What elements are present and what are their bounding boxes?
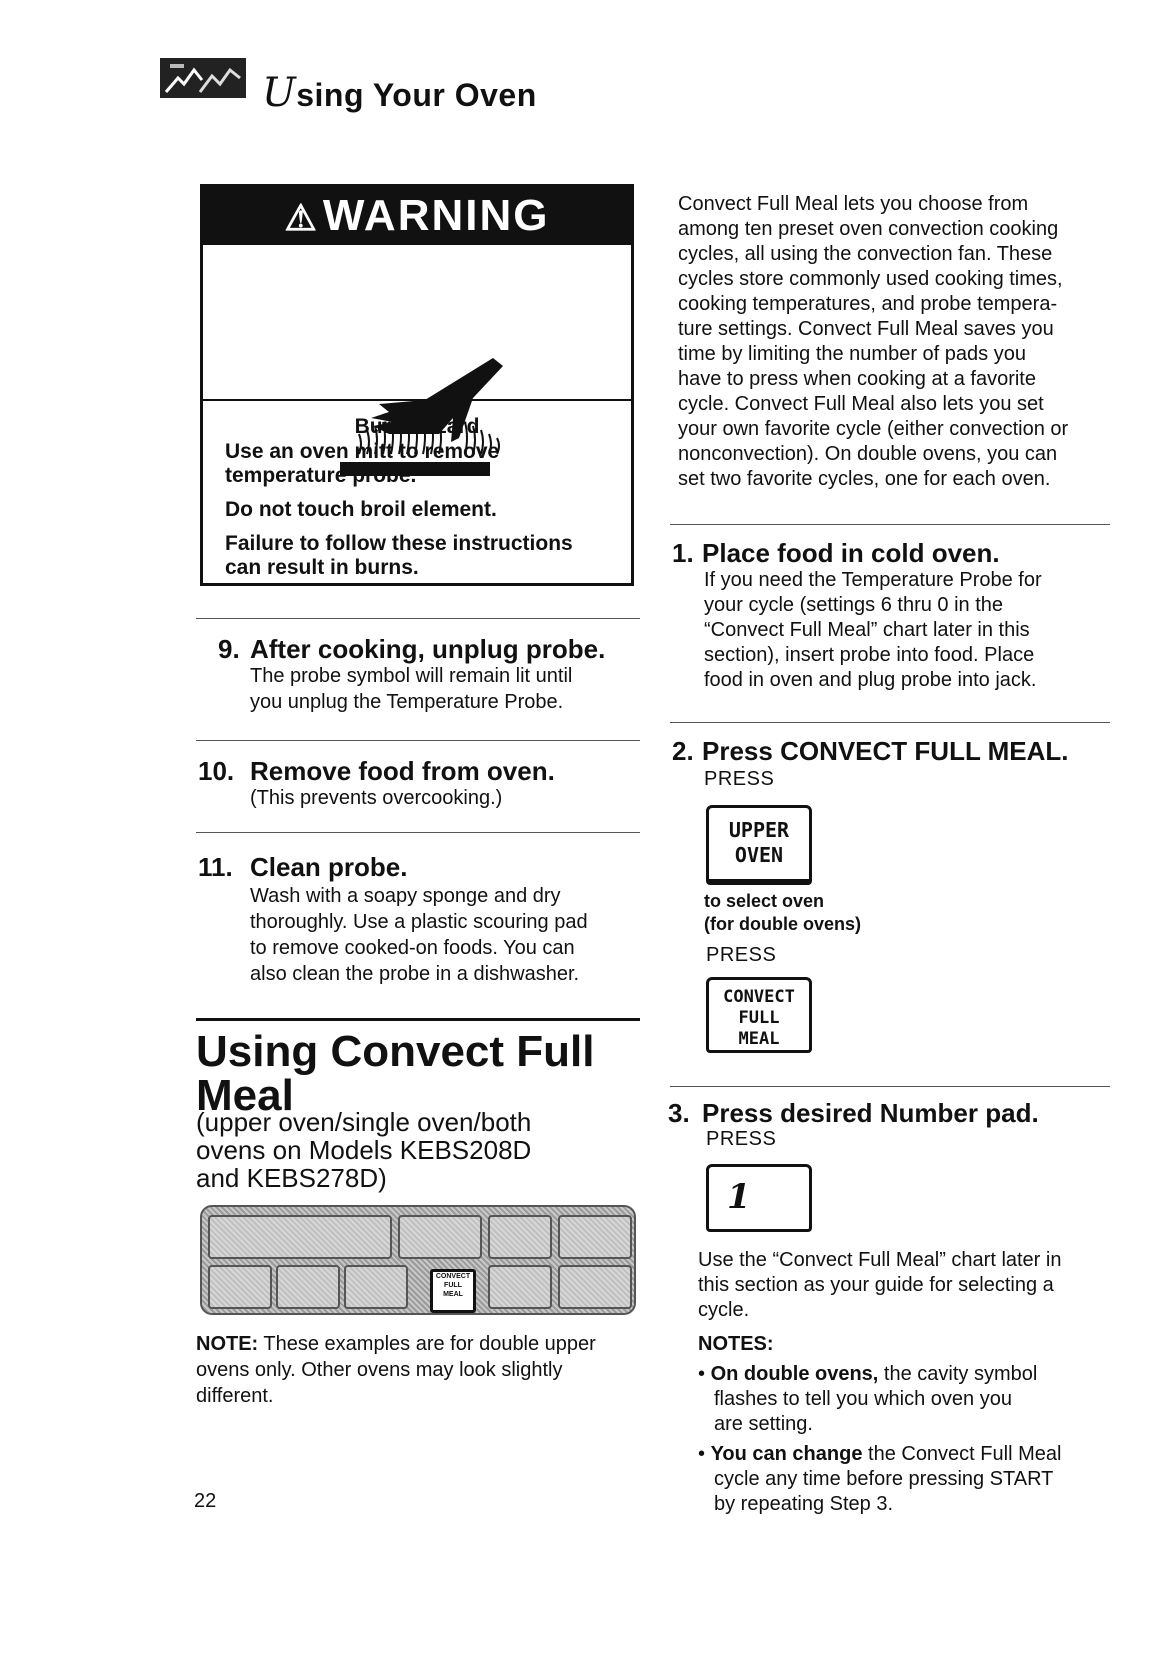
step-body: you unplug the Temperature Probe. bbox=[250, 691, 564, 713]
intro-line: your own favorite cycle (either convection or bbox=[678, 418, 1069, 440]
step-title: Remove food from oven. bbox=[250, 756, 555, 786]
warning-line: Failure to follow these instructions bbox=[225, 532, 573, 555]
step-title: Press desired Number pad. bbox=[702, 1098, 1039, 1128]
key-line: MEAL bbox=[738, 1029, 780, 1049]
control-panel-illustration bbox=[200, 1205, 636, 1315]
section-subheading bbox=[196, 1108, 636, 1192]
subheading-line: ovens on Models KEBS208D bbox=[196, 1135, 532, 1165]
section-heading-line: Meal bbox=[196, 1071, 294, 1120]
panel-pad bbox=[558, 1265, 632, 1309]
warning-line: Use an oven mitt to remove bbox=[225, 440, 500, 463]
note-item: • On double ovens, the cavity symbol bbox=[698, 1363, 1038, 1385]
step-body: (This prevents overcooking.) bbox=[250, 787, 503, 809]
step-number: 10. bbox=[198, 756, 235, 786]
step-body: food in oven and plug probe into jack. bbox=[704, 669, 1037, 691]
note-item-cont: are setting. bbox=[714, 1413, 813, 1435]
divider-rule bbox=[196, 832, 640, 833]
divider-rule bbox=[670, 524, 1110, 525]
panel-key-line: MEAL bbox=[443, 1291, 463, 1298]
press-label: PRESS bbox=[706, 1128, 777, 1150]
step-body: The probe symbol will remain lit until bbox=[250, 665, 573, 687]
note-item-bold: You can change bbox=[710, 1443, 863, 1465]
note-line: different. bbox=[196, 1385, 274, 1407]
intro-line: cycles, all using the convection fan. These bbox=[678, 243, 1053, 265]
step-number: 2. bbox=[672, 736, 694, 766]
section-heading bbox=[196, 1027, 656, 1120]
panel-display bbox=[208, 1215, 392, 1259]
note-item-cont: by repeating Step 3. bbox=[714, 1493, 894, 1515]
subheading-line: (upper oven/single oven/both bbox=[196, 1107, 532, 1137]
press-label: PRESS bbox=[706, 944, 777, 966]
panel-key-line: FULL bbox=[444, 1282, 462, 1289]
intro-line: cooking temperatures, and probe tempera- bbox=[678, 293, 1058, 315]
divider-rule bbox=[196, 740, 640, 741]
step-body: section), insert probe into food. Place bbox=[704, 644, 1035, 666]
intro-line: cycles store commonly used cooking times, bbox=[678, 268, 1063, 290]
key-line: CONVECT bbox=[723, 987, 795, 1007]
note-item-text: the Convect Full Meal bbox=[862, 1443, 1062, 1465]
panel-display bbox=[488, 1215, 552, 1259]
step-number: 1. bbox=[672, 538, 694, 568]
oven-range-icon bbox=[160, 58, 246, 98]
page-header-title bbox=[262, 70, 537, 116]
step-body: your cycle (settings 6 thru 0 in the bbox=[704, 594, 1004, 616]
hazard-title: Burn Hazard bbox=[354, 415, 480, 438]
notes-label: NOTES: bbox=[698, 1333, 774, 1355]
page-number: 22 bbox=[194, 1490, 217, 1512]
key-caption: (for double ovens) bbox=[704, 914, 861, 934]
panel-pad bbox=[344, 1265, 408, 1309]
section-heading-line: Using Convect Full bbox=[196, 1027, 595, 1076]
note-item: • You can change the Convect Full Meal bbox=[698, 1443, 1062, 1465]
step-number: 3. bbox=[668, 1098, 690, 1128]
note-line bbox=[196, 1332, 596, 1357]
step-body: also clean the probe in a dishwasher. bbox=[250, 963, 580, 985]
warning-line: Do not touch broil element. bbox=[225, 498, 497, 521]
intro-line: nonconvection). On double ovens, you can bbox=[678, 443, 1058, 465]
step-body: to remove cooked-on foods. You can bbox=[250, 937, 575, 959]
step-title: After cooking, unplug probe. bbox=[250, 634, 606, 664]
warning-box bbox=[200, 184, 634, 586]
intro-line: among ten preset oven convection cooking bbox=[678, 218, 1059, 240]
warning-banner bbox=[203, 187, 631, 245]
note-item-bold: On double ovens, bbox=[710, 1363, 879, 1385]
panel-pad bbox=[276, 1265, 340, 1309]
intro-line: Convect Full Meal lets you choose from bbox=[678, 193, 1029, 215]
panel-display bbox=[558, 1215, 632, 1259]
intro-line: have to press when cooking at a favorite bbox=[678, 368, 1036, 390]
step-body: this section as your guide for selecting a bbox=[698, 1274, 1054, 1296]
note-item-cont: cycle any time before pressing START bbox=[714, 1468, 1054, 1490]
note-item-cont: flashes to tell you which oven you bbox=[714, 1388, 1012, 1410]
step-body: “Convect Full Meal” chart later in this bbox=[704, 619, 1030, 641]
intro-line: ture settings. Convect Full Meal saves you bbox=[678, 318, 1054, 340]
title-initial: U bbox=[262, 70, 297, 116]
panel-pad bbox=[488, 1265, 552, 1309]
warning-label: WARNING bbox=[322, 191, 550, 240]
step-body: cycle. bbox=[698, 1299, 750, 1321]
subheading-line: and KEBS278D) bbox=[196, 1163, 387, 1193]
key-line: OVEN bbox=[734, 843, 784, 867]
divider-rule bbox=[670, 722, 1110, 723]
warning-line: can result in burns. bbox=[225, 556, 419, 579]
step-number: 11. bbox=[198, 852, 233, 882]
warning-divider bbox=[203, 399, 631, 401]
upper-oven-key[interactable] bbox=[706, 805, 812, 885]
number-1-key[interactable]: 1 bbox=[706, 1164, 812, 1232]
step-body: Wash with a soapy sponge and dry bbox=[250, 885, 561, 907]
warning-triangle-icon: ⚠ bbox=[284, 197, 319, 238]
title-rest: sing Your Oven bbox=[296, 77, 537, 113]
key-line: UPPER bbox=[728, 818, 790, 842]
note-label: NOTE: bbox=[196, 1333, 259, 1355]
note-text: These examples are for double upper bbox=[258, 1333, 596, 1355]
panel-display bbox=[398, 1215, 482, 1259]
panel-key-line: CONVECT bbox=[435, 1273, 471, 1280]
divider-rule bbox=[670, 1086, 1110, 1087]
note-item-text: the cavity symbol bbox=[878, 1363, 1038, 1385]
key-caption: to select oven bbox=[704, 891, 825, 911]
step-body: If you need the Temperature Probe for bbox=[704, 569, 1042, 591]
press-label: PRESS bbox=[704, 768, 775, 790]
convect-full-meal-key[interactable] bbox=[706, 977, 812, 1053]
step-number: 9. bbox=[218, 634, 240, 664]
panel-convect-full-meal-key bbox=[430, 1269, 476, 1313]
step-body: thoroughly. Use a plastic scouring pad bbox=[250, 911, 588, 933]
step-body: Use the “Convect Full Meal” chart later in bbox=[698, 1249, 1062, 1271]
divider-rule bbox=[196, 618, 640, 619]
intro-line: set two favorite cycles, one for each oven. bbox=[678, 468, 1051, 490]
note-line: ovens only. Other ovens may look slightly bbox=[196, 1359, 563, 1381]
intro-line: time by limiting the number of pads you bbox=[678, 343, 1026, 365]
panel-pad bbox=[208, 1265, 272, 1309]
warning-line: temperature probe. bbox=[225, 464, 417, 487]
section-rule bbox=[196, 1018, 640, 1021]
intro-line: cycle. Convect Full Meal also lets you set bbox=[678, 393, 1044, 415]
step-title: Press CONVECT FULL MEAL. bbox=[702, 736, 1069, 766]
step-title: Clean probe. bbox=[250, 852, 408, 882]
key-line: FULL bbox=[738, 1008, 780, 1028]
step-title: Place food in cold oven. bbox=[702, 538, 1000, 568]
